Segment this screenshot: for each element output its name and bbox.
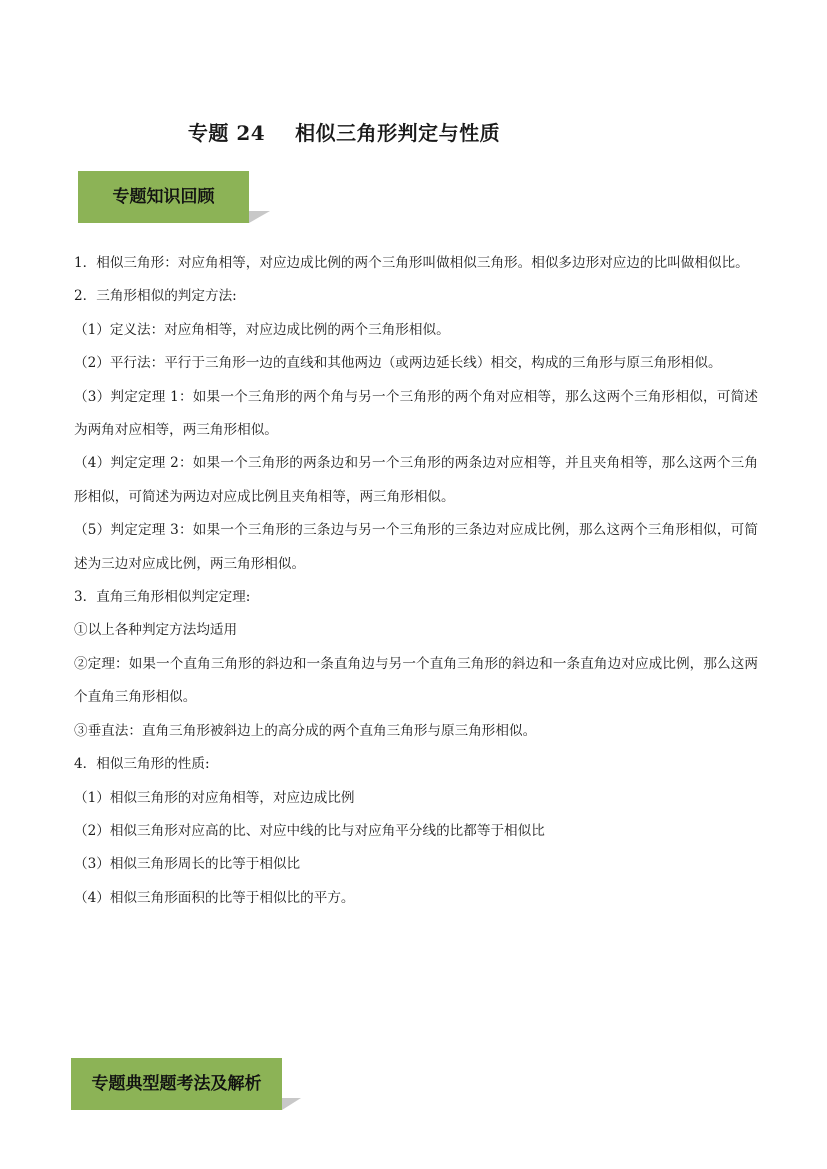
paragraph-similar-triangles-definition: 1．相似三角形：对应角相等，对应边成比例的两个三角形叫做相似三角形。相似多边形对应边的比叫做相似比。	[74, 255, 749, 271]
section-badge-label: 专题知识回顾	[78, 171, 249, 223]
paragraph-right-triangle-heading: 3．直角三角形相似判定定理:	[74, 589, 251, 606]
paragraph-theorem-1: （3）判定定理 1：如果一个三角形的两个角与另一个三角形的两个角对应相等，那么这两个三角形相似，可简述为两角对应相等，两三角形相似。	[74, 388, 758, 439]
knowledge-review-content	[74, 247, 758, 915]
document-title: 专题 24 相似三角形判定与性质	[187, 121, 501, 146]
section-badge-knowledge-review	[78, 171, 270, 223]
paragraph-properties-heading: 4．相似三角形的性质:	[74, 756, 210, 773]
paragraph-right-triangle-rule-3: ③垂直法：直角三角形被斜边上的高分成的两个直角三角形与原三角形相似。	[74, 722, 537, 739]
section-badge-typical-problems	[71, 1058, 301, 1110]
paragraph-theorem-2: （4）判定定理 2：如果一个三角形的两条边和另一个三角形的两条边对应相等，并且夹角相等，那么这两个三角形相似，可简述为两边对应成比例且夹角相等，两三角形相似。	[74, 455, 758, 505]
badge-shadow-triangle	[249, 211, 270, 223]
paragraph-criteria-heading: 2．三角形相似的判定方法:	[74, 288, 237, 305]
paragraph-theorem-3: （5）判定定理 3：如果一个三角形的三条边与另一个三角形的三条边对应成比例，那么这两个三角形相似，可简述为三边对应成比例，两三角形相似。	[74, 522, 758, 572]
paragraph-right-triangle-rule-1: ①以上各种判定方法均适用	[74, 622, 238, 639]
paragraph-parallel-method: （2）平行法：平行于三角形一边的直线和其他两边（或两边延长线）相交，构成的三角形与原三角形相似。	[74, 355, 722, 372]
section-badge-label: 专题典型题考法及解析	[71, 1058, 282, 1110]
paragraph-definition-method: （1）定义法：对应角相等，对应边成比例的两个三角形相似。	[74, 321, 450, 338]
paragraph-property-1: （1）相似三角形的对应角相等，对应边成比例	[74, 789, 355, 806]
badge-shadow-triangle	[282, 1098, 301, 1110]
paragraph-property-2: （2）相似三角形对应高的比、对应中线的比与对应角平分线的比都等于相似比	[74, 822, 545, 839]
paragraph-right-triangle-rule-2: ②定理：如果一个直角三角形的斜边和一条直角边与另一个直角三角形的斜边和一条直角边对应成比例，那么这两个直角三角形相似。	[74, 655, 758, 706]
paragraph-property-4: （4）相似三角形面积的比等于相似比的平方。	[74, 889, 355, 906]
paragraph-property-3: （3）相似三角形周长的比等于相似比	[74, 856, 301, 873]
